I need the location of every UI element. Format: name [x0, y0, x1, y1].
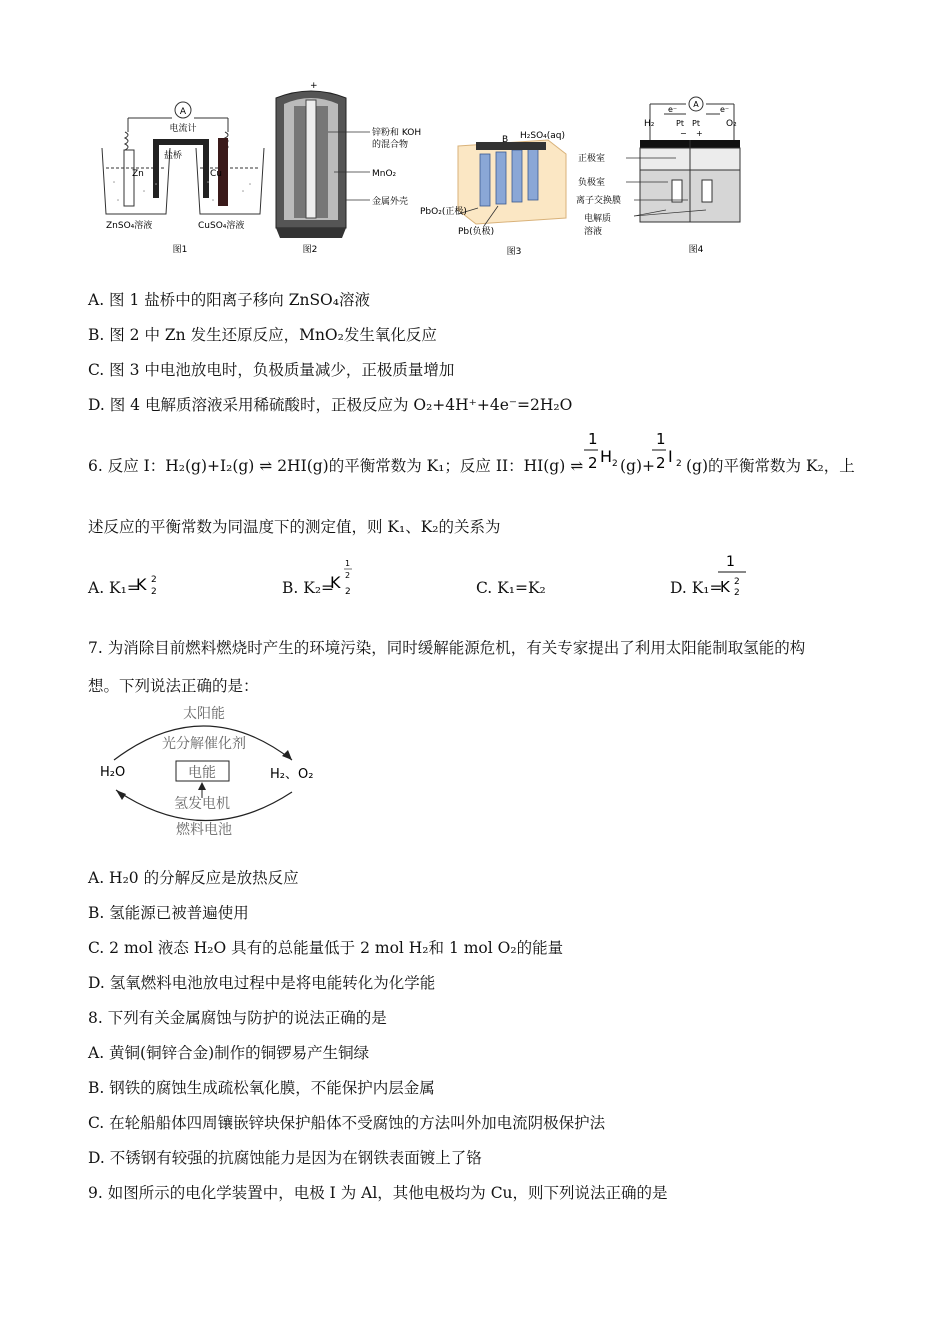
- q8-option-b: B. 钢铁的腐蚀生成疏松氧化膜，不能保护内层金属: [88, 1079, 435, 1097]
- svg-text:离子交换膜: 离子交换膜: [576, 196, 622, 206]
- svg-text:H₂、O₂: H₂、O₂: [270, 767, 314, 782]
- svg-text:e⁻: e⁻: [720, 105, 730, 114]
- q7-option-c: C. 2 mol 液态 H₂O 具有的总能量低于 2 mol H₂和 1 mol O₂的能量: [88, 939, 564, 957]
- svg-text:CuSO₄溶液: CuSO₄溶液: [198, 221, 245, 231]
- q8-stem: 8. 下列有关金属腐蚀与防护的说法正确的是: [88, 1009, 387, 1027]
- svg-text:2: 2: [656, 454, 666, 472]
- svg-text:O₂: O₂: [726, 119, 737, 129]
- q6-stem-part2: (g)+: [620, 457, 656, 475]
- svg-text:1: 1: [588, 430, 598, 448]
- svg-text:H₂SO₄(aq): H₂SO₄(aq): [520, 131, 566, 141]
- svg-text:Pb(负极): Pb(负极): [458, 227, 495, 237]
- svg-text:B: B: [502, 135, 509, 145]
- q8-option-c: C. 在轮船船体四周镶嵌锌块保护船体不受腐蚀的方法叫外加电流阴极保护法: [88, 1114, 606, 1132]
- svg-text:2: 2: [734, 588, 740, 598]
- svg-text:H: H: [600, 447, 613, 466]
- svg-text:图3: 图3: [506, 247, 522, 257]
- svg-text:正极室: 正极室: [578, 154, 606, 164]
- q6-stem-part3: (g)的平衡常数为 K₂，上: [686, 457, 855, 475]
- svg-text:H₂: H₂: [644, 119, 655, 129]
- svg-text:2: 2: [676, 459, 682, 469]
- q6-half-i2: [650, 428, 686, 480]
- svg-text:+: +: [696, 129, 703, 138]
- svg-text:2: 2: [151, 575, 157, 585]
- svg-text:燃料电池: 燃料电池: [176, 822, 232, 838]
- svg-text:K: K: [330, 573, 341, 592]
- svg-text:2: 2: [588, 454, 598, 472]
- svg-text:的混合物: 的混合物: [372, 140, 409, 150]
- svg-text:Pt: Pt: [692, 119, 700, 128]
- q6-option-d: D. K₁=: [670, 579, 723, 597]
- svg-text:K: K: [136, 575, 147, 594]
- q6-option-d-expr: [716, 550, 750, 602]
- q7-option-b: B. 氢能源已被普遍使用: [88, 904, 249, 922]
- svg-text:+: +: [310, 81, 318, 91]
- svg-text:I: I: [668, 447, 673, 466]
- svg-text:氢发电机: 氢发电机: [174, 796, 230, 812]
- figure-2-alkaline-battery: [266, 80, 426, 260]
- q6-option-c: C. K₁=K₂: [476, 579, 546, 597]
- svg-text:光分解催化剂: 光分解催化剂: [162, 736, 246, 752]
- figure-3-lead-acid-battery: [418, 126, 588, 260]
- q9-stem: 9. 如图所示的电化学装置中，电极 I 为 Al，其他电极均为 Cu，则下列说法正确的是: [88, 1184, 668, 1202]
- svg-text:溶液: 溶液: [584, 227, 603, 237]
- svg-text:1: 1: [345, 559, 351, 568]
- q5-option-c: C. 图 3 中电池放电时，负极质量减少，正极质量增加: [88, 361, 455, 379]
- figure-1-galvanic-cell: [98, 96, 268, 258]
- q5-option-a: A. 图 1 盐桥中的阳离子移向 ZnSO₄溶液: [88, 291, 370, 309]
- q6-option-b-expr: [328, 552, 360, 602]
- svg-text:负极室: 负极室: [578, 178, 606, 188]
- svg-text:2: 2: [151, 587, 157, 597]
- svg-text:2: 2: [345, 587, 351, 597]
- svg-text:−: −: [680, 129, 687, 138]
- svg-text:K: K: [720, 578, 730, 596]
- q7-stem-line2: 想。下列说法正确的是：: [88, 677, 259, 695]
- svg-text:1: 1: [726, 554, 735, 570]
- svg-text:图4: 图4: [688, 245, 704, 255]
- svg-text:A: A: [179, 107, 187, 117]
- q6-option-a-expr: [134, 566, 164, 602]
- figure-4-fuel-cell: [576, 96, 746, 260]
- q6-option-a: A. K₁=: [88, 579, 140, 597]
- svg-text:电能: 电能: [188, 765, 216, 781]
- svg-text:电解质: 电解质: [584, 214, 612, 224]
- svg-text:ZnSO₄溶液: ZnSO₄溶液: [106, 221, 153, 231]
- q5-option-d: D. 图 4 电解质溶液采用稀硫酸时，正极反应为 O₂+4H⁺+4e⁻=2H₂O: [88, 396, 573, 414]
- q8-option-d: D. 不锈钢有较强的抗腐蚀能力是因为在钢铁表面镀上了铬: [88, 1149, 482, 1167]
- q6-stem-line2: 述反应的平衡常数为同温度下的测定值，则 K₁、K₂的关系为: [88, 518, 501, 536]
- svg-text:MnO₂: MnO₂: [372, 169, 397, 179]
- svg-text:太阳能: 太阳能: [183, 706, 225, 722]
- svg-text:2: 2: [345, 571, 351, 580]
- svg-text:电流计: 电流计: [169, 124, 197, 134]
- q7-stem-line1: 7. 为消除目前燃料燃烧时产生的环境污染，同时缓解能源危机，有关专家提出了利用太阳能制取氢能的构: [88, 639, 806, 657]
- q7-option-d: D. 氢氧燃料电池放电过程中是将电能转化为化学能: [88, 974, 436, 992]
- q6-stem-part1: 6. 反应 I：H₂(g)+I₂(g) ⇌ 2HI(g)的平衡常数为 K₁；反应 II：HI(g) ⇌: [88, 457, 584, 475]
- svg-text:Pt: Pt: [676, 119, 684, 128]
- svg-text:图2: 图2: [302, 245, 318, 255]
- q6-half-h2: [580, 428, 620, 480]
- q7-hydrogen-cycle-diagram: [92, 700, 332, 842]
- svg-text:H₂O: H₂O: [100, 765, 126, 780]
- q5-option-b: B. 图 2 中 Zn 发生还原反应，MnO₂发生氧化反应: [88, 326, 437, 344]
- svg-text:Cu: Cu: [210, 169, 222, 179]
- svg-text:A: A: [693, 100, 699, 109]
- svg-text:e⁻: e⁻: [668, 105, 678, 114]
- svg-text:Zn: Zn: [132, 169, 144, 179]
- svg-text:2: 2: [734, 577, 740, 587]
- svg-text:图1: 图1: [172, 245, 188, 255]
- svg-text:锌粉和 KOH: 锌粉和 KOH: [372, 128, 422, 138]
- svg-text:1: 1: [656, 430, 666, 448]
- q8-option-a: A. 黄铜(铜锌合金)制作的铜锣易产生铜绿: [88, 1044, 370, 1062]
- q7-option-a: A. H₂0 的分解反应是放热反应: [88, 869, 299, 887]
- svg-text:2: 2: [612, 459, 618, 469]
- svg-text:PbO₂(正极): PbO₂(正极): [420, 207, 467, 217]
- svg-text:盐桥: 盐桥: [163, 151, 183, 161]
- q6-option-b: B. K₂=: [282, 579, 335, 597]
- svg-text:金属外壳: 金属外壳: [372, 197, 409, 207]
